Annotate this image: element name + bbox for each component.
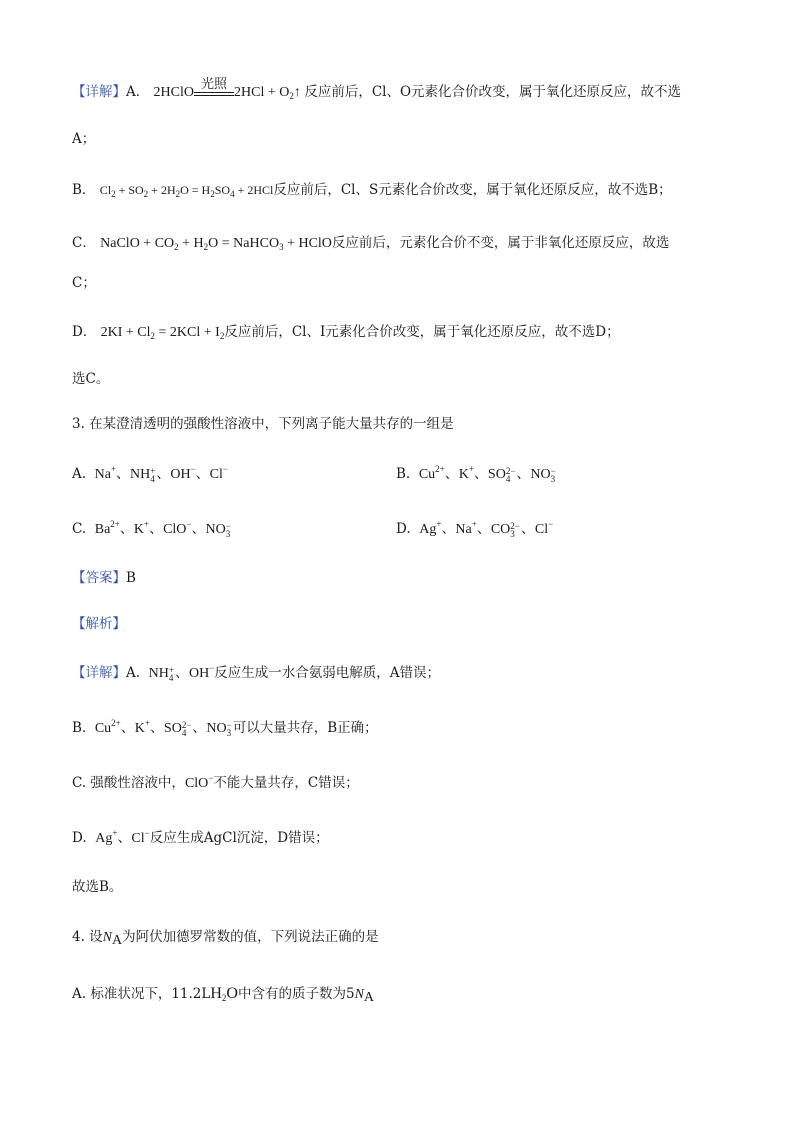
q3-detail-c: C. 强酸性溶液中，ClO−不能大量共存，C错误；: [72, 773, 359, 791]
q3-detail-a: 【详解】A. NH + 4 、OH−反应生成一水合氨弱电解质，A错误；: [72, 663, 441, 683]
q2-detail-a-cont: A；: [72, 131, 96, 147]
reaction-condition-arrow: 光照: [194, 95, 234, 96]
photolysis-equation: 2HClO 光照 $2HCl + O_2↑$: [153, 77, 301, 101]
q2-detail-c: C． NaClO + $CO_2 + H_2O$ = NaHCO$_3$ + HClO反应前后，元素化合价不变，属于非氧化还原反应，故选: [72, 235, 670, 252]
q3-option-a: A. Na+、NH + 4 、OH−、Cl−: [72, 464, 228, 484]
q4-stem: 4. 设$N_A$为阿伏加德罗常数的值，下列说法正确的是: [72, 929, 379, 948]
q3-option-c: C. $Ba^{2+}$、K+、ClO−、NO − 3: [72, 519, 231, 539]
q3-answer: 【答案】B: [72, 570, 136, 586]
gas-up-arrow-icon: ↑: [293, 85, 301, 100]
q2-conclusion: 选C。: [72, 371, 110, 387]
detail-tag: 【详解】: [72, 84, 126, 100]
q2-detail-a: 【详解】A． 2HClO 光照 $2HCl + O_2↑$ 反应前后，Cl、O元素化合价改变，属于氧化还原反应，故不选: [72, 77, 682, 101]
q2-detail-d: D． $2KI + Cl_2 = 2KCl + I_2$反应前后，Cl、I元素化合价改变，属于氧化还原反应，故不选D；: [72, 324, 620, 341]
q2-detail-c-cont: C；: [72, 275, 96, 291]
q3-option-d: D. Ag+、Na+、CO 2− 3 、Cl−: [396, 519, 554, 539]
q3-analysis-tag: 【解析】: [72, 616, 126, 632]
q3-conclusion: 故选B。: [72, 879, 123, 895]
answer-tag: 【答案】: [72, 570, 126, 586]
q3-detail-d: D. Ag+、Cl−反应生成AgCl沉淀，D错误；: [72, 828, 329, 846]
q4-option-a: A. 标准状况下，$11.2LH_2O$中含有的质子数为$5N_A$: [72, 985, 375, 1005]
q3-option-b: B. $Cu^{2+}$、K+、SO 2− 4 、NO − 3: [396, 464, 556, 484]
q3-stem: 3. 在某澄清透明的强酸性溶液中，下列离子能大量共存的一组是: [72, 416, 454, 432]
q2-detail-b: B． $Cl_2 + SO_2 + 2H_2O = H_2SO_4 + 2HCl$反应前后，Cl、S元素化合价改变，属于氧化还原反应，故不选B；: [72, 182, 672, 199]
q3-detail-b: B. $Cu^{2+}$、K+、SO 2− 4 、NO − 3 可以大量共存，B正确；: [72, 718, 378, 738]
